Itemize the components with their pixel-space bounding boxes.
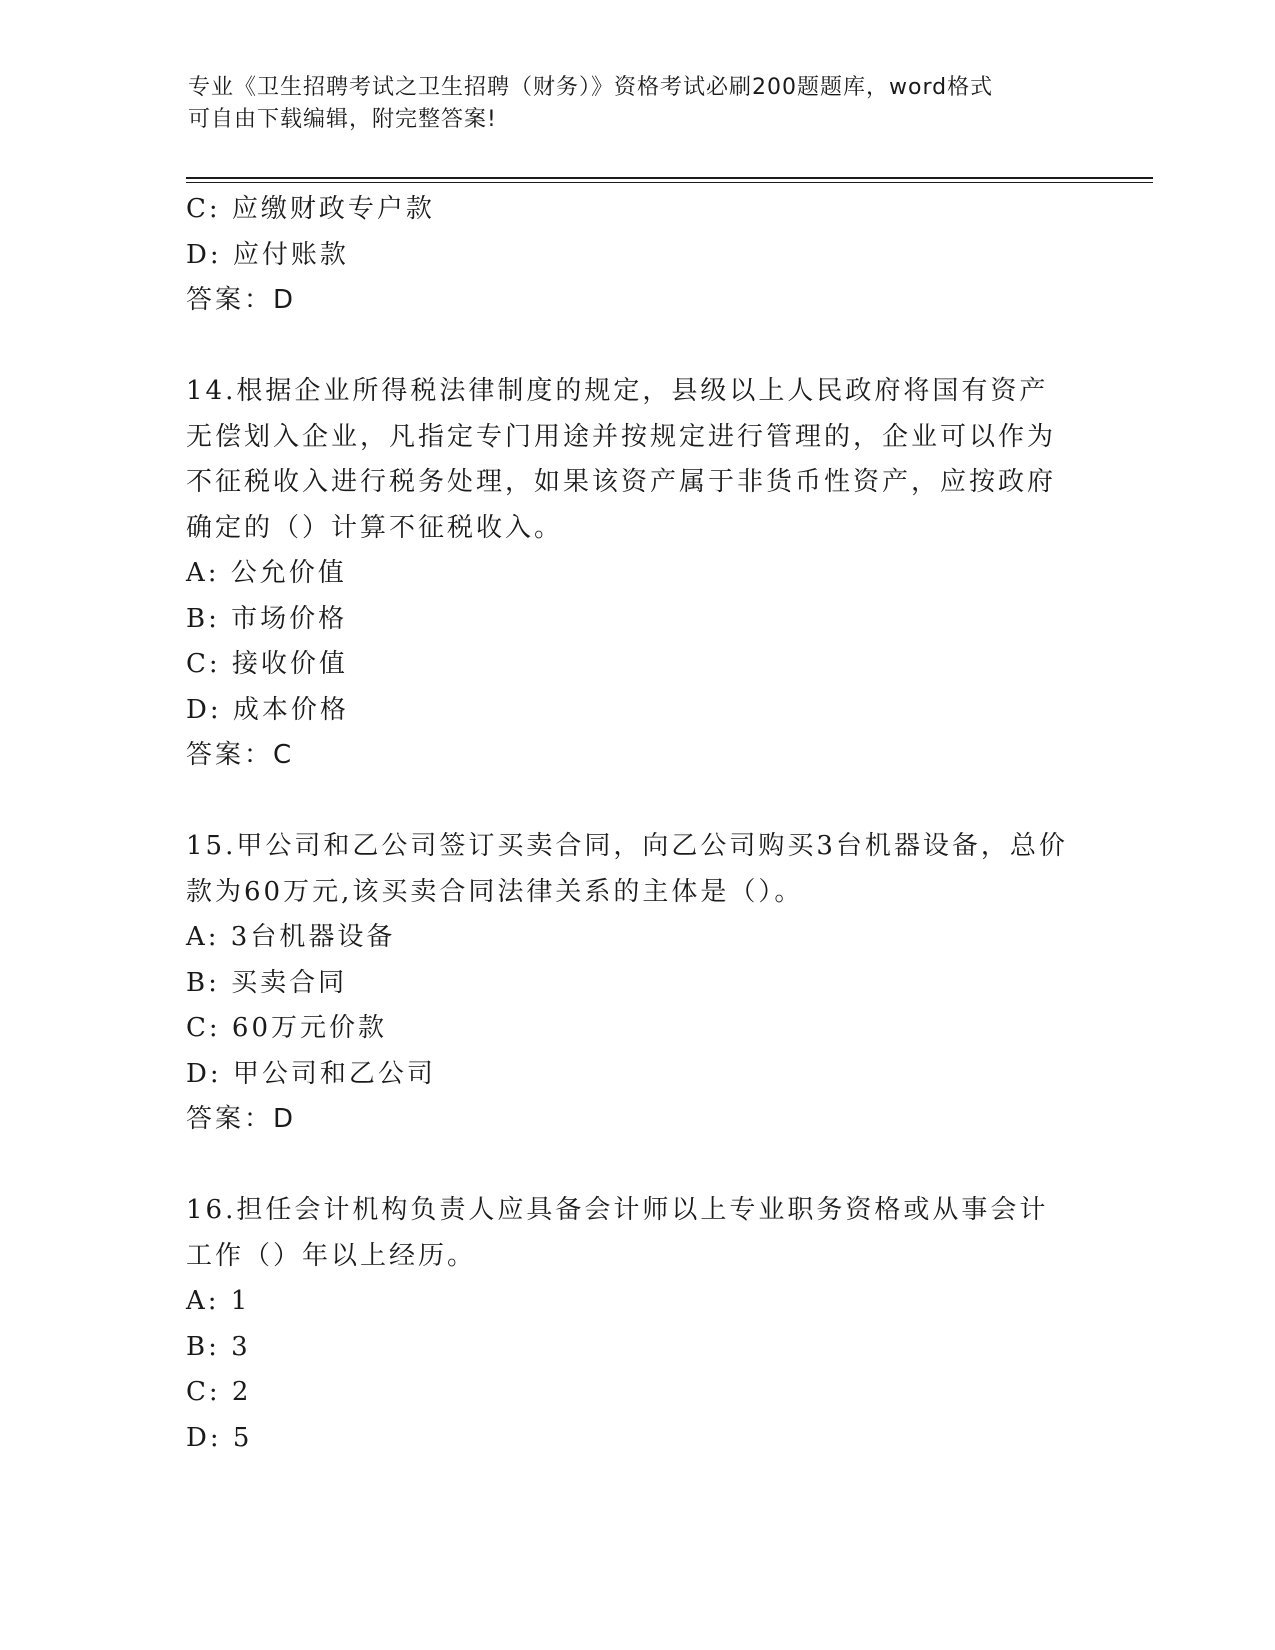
question-13 <box>186 187 1086 324</box>
question-14 <box>186 369 1086 779</box>
header-rule-thin <box>186 182 1153 183</box>
document-body <box>186 187 1086 1461</box>
option-d: D: 成本价格 <box>186 694 349 725</box>
option-d: D: 甲公司和乙公司 <box>186 1058 436 1089</box>
header-rule-thick <box>186 177 1153 179</box>
spacer <box>186 779 1086 825</box>
option-c: C: 应缴财政专户款 <box>186 194 435 224</box>
option-b: B: 市场价格 <box>186 603 348 634</box>
option-d: D: 5 <box>186 1422 253 1453</box>
option-d: D: 应付账款 <box>186 239 349 270</box>
option-b: B: 3 <box>186 1331 251 1362</box>
question-16 <box>186 1188 1086 1461</box>
option-c: C: 接收价值 <box>186 649 348 679</box>
option-c: C: 60万元价款 <box>186 1013 388 1043</box>
answer: 答案：D <box>186 285 297 315</box>
option-a: A: 1 <box>186 1286 251 1316</box>
header-line-1: 专业《卫生招聘考试之卫生招聘（财务）》资格考试必刷200题题库，word格式 <box>188 75 994 100</box>
question-15 <box>186 824 1086 1143</box>
question-text: 16.担任会计机构负责人应具备会计师以上专业职务资格或从事会计工作（）年以上经历。 <box>186 1195 1049 1271</box>
answer: 答案：C <box>186 740 295 770</box>
header-line-2: 可自由下载编辑，附完整答案! <box>188 107 497 132</box>
answer: 答案：D <box>186 1104 297 1134</box>
option-a: A: 3台机器设备 <box>186 922 396 952</box>
option-a: A: 公允价值 <box>186 558 347 588</box>
question-text: 14.根据企业所得税法律制度的规定，县级以上人民政府将国有资产无偿划入企业，凡指定专门用途并按规定进行管理的，企业可以作为不征税收入进行税务处理，如果该资产属于非货币性资产，应按政府确定的（）计算不征税收入。 <box>186 376 1057 543</box>
spacer <box>186 324 1086 370</box>
spacer <box>186 1143 1086 1189</box>
option-c: C: 2 <box>186 1377 252 1407</box>
option-b: B: 买卖合同 <box>186 967 348 998</box>
question-text: 15.甲公司和乙公司签订买卖合同，向乙公司购买3台机器设备，总价款为60万元,该买卖合同法律关系的主体是（）。 <box>186 831 1068 907</box>
document-header <box>188 72 1068 136</box>
